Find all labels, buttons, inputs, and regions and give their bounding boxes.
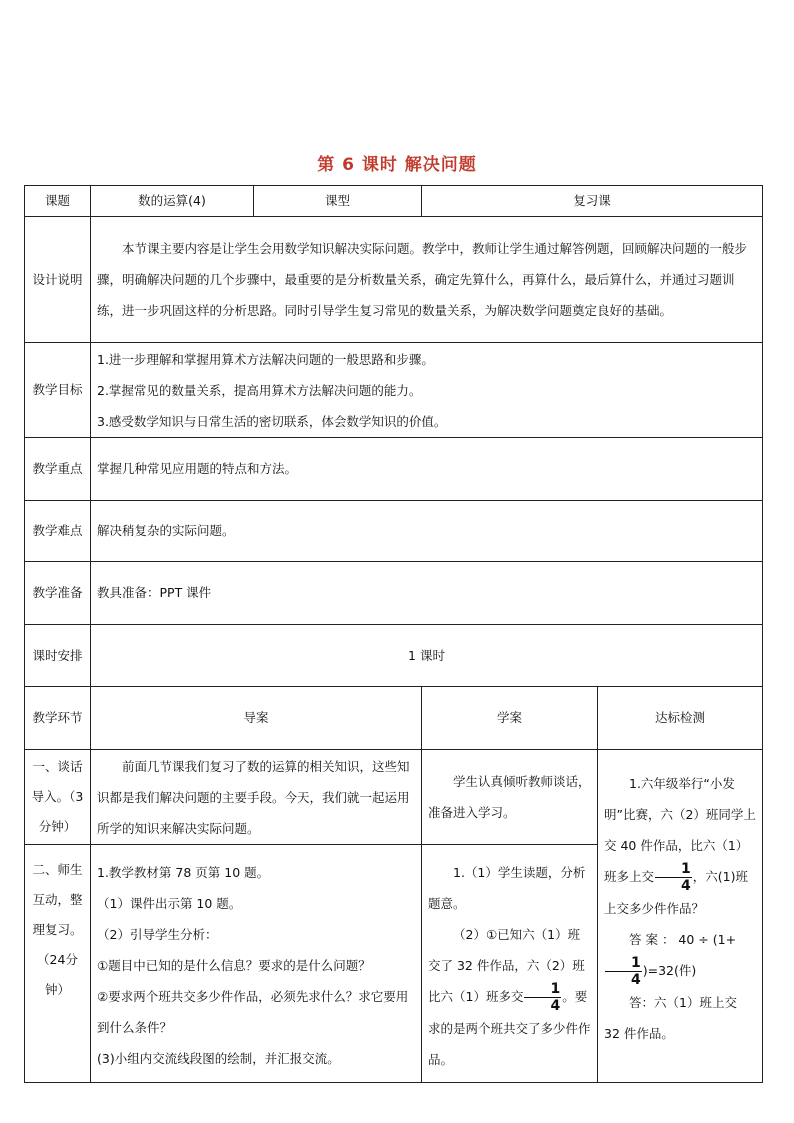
lesson-plan-table [24, 185, 763, 1083]
phase1-guide: 前面几节课我们复习了数的运算的相关知识，这些知识都是我们解决问题的主要手段。今天，我们就一起运用所学的知识来解决实际问题。 [97, 758, 410, 836]
page-title: 第 6 课时 解决问题 [317, 155, 477, 175]
check-answer-c: 答：六（1）班上交 32 件作品。 [604, 995, 737, 1041]
lesson-value: 数的运算(4) [91, 186, 254, 217]
row-hours [25, 625, 763, 687]
phase2-guide-item: (3)小组内交流线段图的绘制，并汇报交流。 [97, 1051, 340, 1066]
label-type: 课型 [254, 186, 422, 217]
phase2-guide-item: 1.教学教材第 78 页第 10 题。 [97, 865, 270, 880]
phase1-label: 一、谈话导入。（3分钟） [25, 750, 91, 845]
phase2-study-p1: 1.（1）学生读题，分析题意。 [428, 865, 586, 911]
check-answer-a: 答 案 ： 40 ÷ (1+ [629, 932, 737, 947]
label-key-point: 教学重点 [25, 438, 91, 501]
header-guide: 导案 [91, 687, 422, 750]
goal-item: 3.感受数学知识与日常生活的密切联系，体会数学知识的价值。 [97, 413, 447, 429]
row-design [25, 217, 763, 343]
fraction-quarter: $\frac{1}{4}$ [655, 862, 692, 893]
header-check: 达标检测 [598, 687, 763, 750]
phase2-label: 二、师生互动，整理复习。（24分钟） [25, 845, 91, 1083]
goal-item: 2.掌握常见的数量关系，提高用算术方法解决问题的能力。 [97, 382, 422, 398]
check-question-a: 1.六年级举行“小发明”比赛，六（2）班同学上交 40 件作品，比六（1）班多上交 [604, 776, 756, 884]
check-question-b: ，六(1)班上交多少件作品？ [604, 869, 748, 916]
label-prep: 教学准备 [25, 562, 91, 625]
fraction-quarter: $\frac{1}{4}$ [605, 956, 642, 987]
row-phase1 [25, 750, 763, 845]
row-phase-header [25, 687, 763, 750]
prep-text: 教具准备：PPT 课件 [91, 562, 763, 625]
fraction-quarter: $\frac{1}{4}$ [524, 982, 561, 1013]
label-design: 设计说明 [25, 217, 91, 343]
goal-item: 1.进一步理解和掌握用算术方法解决问题的一般思路和步骤。 [97, 351, 434, 367]
row-difficulty [25, 501, 763, 562]
phase2-guide-item: ②要求两个班共交多少件作品，必须先求什么？求它要用到什么条件？ [97, 989, 409, 1035]
check-cell [598, 750, 763, 1083]
label-difficulty: 教学难点 [25, 501, 91, 562]
row-prep [25, 562, 763, 625]
key-point-text: 掌握几种常见应用题的特点和方法。 [91, 438, 763, 501]
check-answer-b: )=32(件) [642, 963, 697, 978]
phase2-study-p2-a: （2）①已知六（1）班交了 32 件作品，六（2）班比六（1）班多交 [428, 927, 585, 1004]
label-lesson: 课题 [25, 186, 91, 217]
difficulty-text: 解决稍复杂的实际问题。 [91, 501, 763, 562]
phase2-guide-item: （2）引导学生分析： [97, 927, 218, 942]
design-text: 本节课主要内容是让学生会用数学知识解决实际问题。教学中，教师让学生通过解答例题，回顾解决问题的一般步骤，明确解决问题的几个步骤中，最重要的是分析数量关系，确定先算什么，再算什么，最后算什么，并通过习题训练，进一步巩固这样的分析思路。同时引导学生复习常见的数量关系，为解决数学问题奠定良好的基础。 [97, 241, 748, 318]
phase1-study: 学生认真倾听教师谈话，准备进入学习。 [428, 774, 591, 820]
header-study: 学案 [422, 687, 598, 750]
type-value: 复习课 [422, 186, 763, 217]
row-goals [25, 343, 763, 438]
row-lesson [25, 186, 763, 217]
label-hours: 课时安排 [25, 625, 91, 687]
label-goals: 教学目标 [25, 343, 91, 438]
hours-text: 1 课时 [91, 625, 763, 687]
phase2-study-p2-b: 。要求的是两个班共交了多少件作品。 [428, 989, 591, 1067]
row-key-point [25, 438, 763, 501]
label-phase: 教学环节 [25, 687, 91, 750]
phase2-guide-item: ①题目中已知的是什么信息？要求的是什么问题？ [97, 958, 371, 973]
phase2-guide-item: （1）课件出示第 10 题。 [97, 896, 242, 911]
